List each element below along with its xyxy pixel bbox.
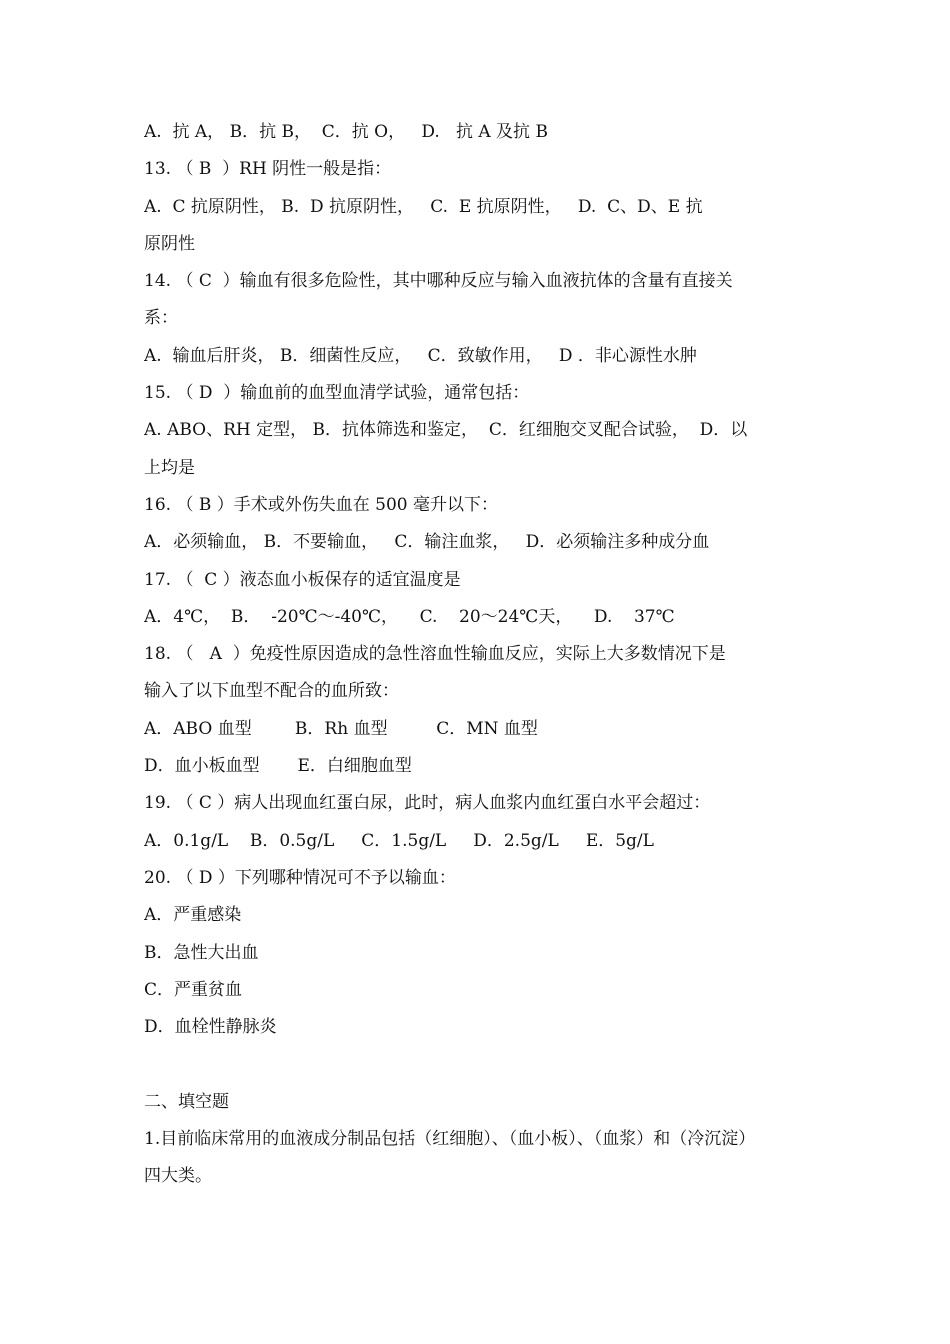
q18-stem: 18. （ A ）免疫性原因造成的急性溶血性输血反应，实际上大多数情况下是 xyxy=(144,644,726,665)
q14-stem-cont: 系： xyxy=(144,308,178,329)
q18-stem-cont: 输入了以下血型不配合的血所致： xyxy=(144,681,399,702)
q16-stem: 16. （ B ）手术或外伤失血在 500 毫升以下： xyxy=(144,494,498,515)
q13-options-cont: 原阴性 xyxy=(144,233,195,254)
document-content xyxy=(144,114,808,1196)
q18-options-row1: A．ABO 血型 B．Rh 血型 C．MN 血型 xyxy=(144,718,538,739)
fill-q1-line1: 1.目前临床常用的血液成分制品包括（红细胞）、（血小板）、（血浆）和（冷沉淀） xyxy=(144,1129,756,1150)
q14-options: A. 输血后肝炎， B．细菌性反应， C．致敏作用， D ．非心源性水肿 xyxy=(144,345,697,366)
q17-stem: 17. （ C ）液态血小板保存的适宜温度是 xyxy=(144,569,461,590)
q16-options: A．必须输血， B．不要输血， C．输注血浆， D．必须输注多种成分血 xyxy=(144,532,710,553)
section-spacer xyxy=(144,1046,808,1083)
q20-option-b: B．急性大出血 xyxy=(144,942,259,963)
q13-options: A. C 抗原阴性， B. D 抗原阴性， C. E 抗原阴性， D. C、D、E 抗 xyxy=(144,196,703,217)
q20-option-d: D．血栓性静脉炎 xyxy=(144,1017,277,1038)
q15-stem: 15. （ D ）输血前的血型血清学试验，通常包括： xyxy=(144,383,530,404)
q15-options: A. ABO、RH 定型， B．抗体筛选和鉴定， C．红细胞交叉配合试验， D．以 xyxy=(144,420,748,441)
q15-options-cont: 上均是 xyxy=(144,457,195,478)
q20-option-c: C．严重贫血 xyxy=(144,979,243,1000)
q20-stem: 20. （ D ）下列哪种情况可不予以输血： xyxy=(144,867,456,888)
q17-options: A．4℃， B． -20℃～-40℃， C. 20～24℃天， D. 37℃ xyxy=(144,606,675,627)
q20-option-a: A．严重感染 xyxy=(144,905,242,926)
q13-stem: 13. （ B ）RH 阴性一般是指： xyxy=(144,159,392,180)
q19-stem: 19. （ C ）病人出现血红蛋白尿，此时，病人血浆内血红蛋白水平会超过： xyxy=(144,793,711,814)
q12-options: A. 抗 A， B．抗 B， C．抗 O， D. 抗 A 及抗 B xyxy=(144,122,548,142)
fill-q1-line2: 四大类。 xyxy=(144,1166,212,1187)
section-title: 二、填空题 xyxy=(144,1091,229,1112)
q18-options-row2: D．血小板血型 E．白细胞血型 xyxy=(144,756,412,777)
q19-options: A．0.1g/L B．0.5g/L C．1.5g/L D．2.5g/L E．5g/L xyxy=(144,830,654,851)
q14-stem: 14. （ C ）输血有很多危险性，其中哪种反应与输入血液抗体的含量有直接关 xyxy=(144,271,733,292)
